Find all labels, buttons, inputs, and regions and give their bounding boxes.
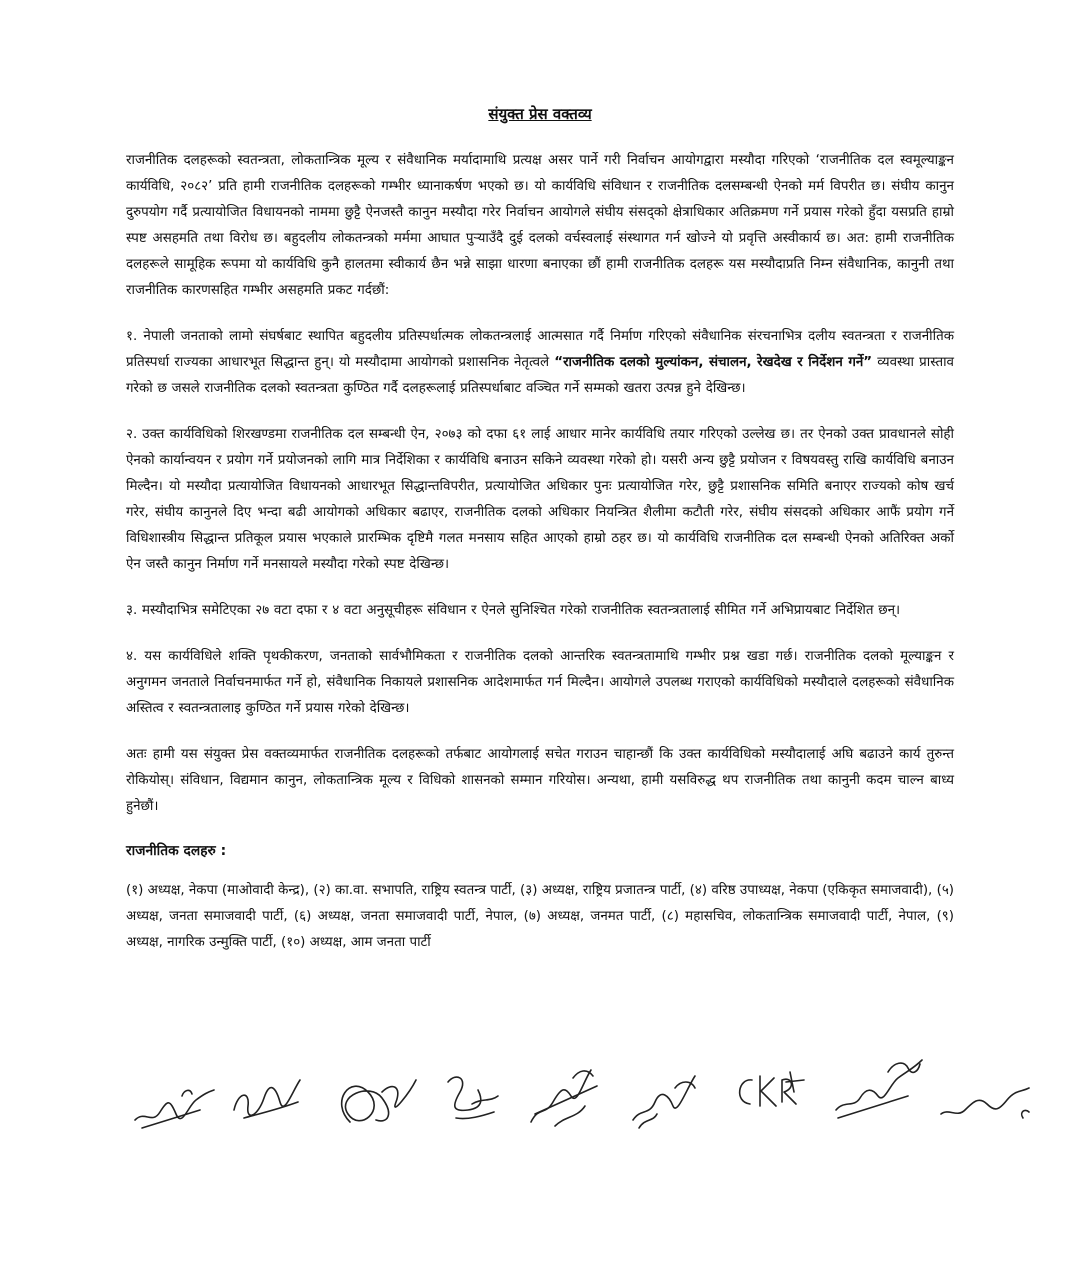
signature-3: [330, 1062, 420, 1142]
signature-1: [130, 1070, 220, 1140]
signature-7: [730, 1062, 810, 1122]
point-1-bold-quote: “राजनीतिक दलको मुल्यांकन, संचालन, रेखदेख र निर्देशन गर्ने”: [554, 355, 873, 370]
point-4-paragraph: ४. यस कार्यविधिले शक्ति पृथकीकरण, जनताको सार्वभौमिकता र राजनीतिक दलको आन्तरिक स्वतन्त्रतामाथि गम्भीर प्रश्न खडा गर्छ। राजनीतिक दलको मूल्याङ्कन र अनुगमन जनताले निर्वाचनमार्फत गर्ने हो, संवैधानिक निकायले प्रशासनिक आदेशमार्फत गर्न मिल्दैन। आयोगले उपलब्ध गराएको कार्यविधिको मस्यौदाले दलहरूको संवैधानिक अस्तित्व र स्वतन्त्रतालाइ कुण्ठित गर्ने प्रयास गरेको देखिन्छ।: [126, 649, 954, 716]
document-title: संयुक्त प्रेस वक्तव्य: [488, 105, 592, 123]
intro-paragraph: राजनीतिक दलहरूको स्वतन्त्रता, लोकतान्त्रिक मूल्य र संवैधानिक मर्यादामाथि प्रत्यक्ष असर पार्ने गरी निर्वाचन आयोगद्वारा मस्यौदा गरिएको ‘राजनीतिक दल स्वमूल्याङ्कन कार्यविधि, २०८२’ प्रति हामी राजनीतिक दलहरूको गम्भीर ध्यानाकर्षण भएको छ। यो कार्यविधि संविधान र राजनीतिक दलसम्बन्धी ऐनको मर्म विपरीत छ। संघीय कानुन दुरुपयोग गर्दै प्रत्यायोजित विधायनको नाममा छुट्टै ऐनजस्तै कानुन मस्यौदा गरेर निर्वाचन आयोगले संघीय संसद्‌को क्षेत्राधिकार अतिक्रमण गर्ने प्रयास गरेको हुँदा यसप्रति हाम्रो स्पष्ट असहमति तथा विरोध छ। बहुदलीय लोकतन्त्रको मर्ममा आघात पुऱ्याउँदै दुई दलको वर्चस्वलाई संस्थागत गर्न खोज्ने यो प्रवृत्ति अस्वीकार्य छ। अत: हामी राजनीतिक दलहरूले सामूहिक रूपमा यो कार्यविधि कुनै हालतमा स्वीकार्य छैन भन्ने साझा धारणा बनाएका छौं हामी राजनीतिक दलहरू यस मस्यौदाप्रति निम्न संवैधानिक, कानुनी तथा राजनीतिक कारणसहित गम्भीर असहमति प्रकट गर्दछौं:: [126, 153, 954, 298]
point-1-text-start: १. नेपाली जनताको लामो संघर्षबाट स्थापित बहुदलीय प्रतिस्पर्धात्मक लोकतन्त्रलाई आत्मसात गर्दै निर्माण गरिएको संवैधानिक संरचनाभित्र दलीय स्वतन्त्रता र राजनीतिक प्रतिस्पर्धा राज्यका आधारभूत सिद्धान्त हुन्। यो मस्यौदामा आयोगको प्रशासनिक नेतृत्वले: [126, 329, 954, 370]
signature-8: [828, 1048, 928, 1128]
conclusion-paragraph: अतः हामी यस संयुक्त प्रेस वक्तव्यमार्फत राजनीतिक दलहरूको तर्फबाट आयोगलाई सचेत गराउन चाहान्छौं कि उक्त कार्यविधिको मस्यौदालाई अघि बढाउने कार्य तुरुन्त रोकियोस्। संविधान, विद्यमान कानुन, लोकतान्त्रिक मूल्य र विधिको शासनको सम्मान गरियोस। अन्यथा, हामी यसविरुद्ध थप राजनीतिक तथा कानुनी कदम चाल्न बाध्य हुनेछौं।: [126, 747, 954, 814]
point-1-paragraph: [126, 324, 954, 402]
signature-4: [438, 1062, 508, 1132]
point-2-paragraph: २. उक्त कार्यविधिको शिरखण्डमा राजनीतिक दल सम्बन्धी ऐन, २०७३ को दफा ६१ लाई आधार मानेर कार्यविधि तयार गरिएको उल्लेख छ। तर ऐनको उक्त प्रावधानले सोही ऐनको कार्यान्वयन र प्रयोग गर्ने प्रयोजनको लागि मात्र निर्देशिका र कार्यविधि बनाउन सकिने व्यवस्था गरेको हो। यसरी अन्य छुट्टै प्रयोजन र विषयवस्तु राखि कार्यविधि बनाउन मिल्दैन। यो मस्यौदा प्रत्यायोजित विधायनको आधारभूत सिद्धान्तविपरीत, प्रत्यायोजित अधिकार पुनः प्रत्यायोजित गरेर, छुट्टै प्रशासनिक समिति बनाएर राज्यको कोष खर्च गरेर, संघीय कानुनले दिए भन्दा बढी आयोगको अधिकार बढाएर, राजनीतिक दलको अधिकार नियन्त्रित शैलीमा कटौती गरेर, संघीय संसदको अधिकार आफैं प्रयोग गर्ने विधिशास्त्रीय सिद्धान्त प्रतिकूल प्रयास भएकाले प्रारम्भिक दृष्टिमै गलत मनसाय सहित आएको हाम्रो ठहर छ। यो कार्यविधि राजनीतिक दल सम्बन्धी ऐनको अतिरिक्त अर्को ऐन जस्तै कानुन निर्माण गर्ने मनसायले मस्यौदा गरेको स्पष्ट देखिन्छ।: [126, 427, 954, 572]
signature-6: [625, 1058, 705, 1138]
signature-9: [935, 1070, 1035, 1140]
signatures-row: [120, 1048, 1040, 1168]
parties-list: (१) अध्यक्ष, नेकपा (माओवादी केन्द्र), (२) का.वा. सभापति, राष्ट्रिय स्वतन्त्र पार्टी, (३) अध्यक्ष, राष्ट्रिय प्रजातन्त्र पार्टी, (४) वरिष्ठ उपाध्यक्ष, नेकपा (एकिकृत समाजवादी), (५) अध्यक्ष, जनता समाजवादी पार्टी, (६) अध्यक्ष, जनता समाजवादी पार्टी, नेपाल, (७) अध्यक्ष, जनमत पार्टी, (८) महासचिव, लोकतान्त्रिक समाजवादी पार्टी, नेपाल, (९) अध्यक्ष, नागरिक उन्मुक्ति पार्टी, (१०) अध्यक्ष, आम जनता पार्टी: [126, 883, 954, 950]
point-1-text-end: व्यवस्था प्रास्ताव गरेको छ जसले राजनीतिक दलको स्वतन्त्रता कुण्ठित गर्दै दलहरूलाई प्रतिस्पर्धाबाट वञ्चित गर्ने सम्मको खतरा उत्पन्न हुने देखिन्छ।: [126, 355, 954, 396]
document-body: [126, 148, 954, 956]
signature-2: [228, 1062, 308, 1132]
point-3-paragraph: ३. मस्यौदाभित्र समेटिएका २७ वटा दफा र ४ वटा अनुसूचीहरू संविधान र ऐनले सुनिश्चित गरेको राजनीतिक स्वतन्त्रतालाई सीमित गर्ने अभिप्रायबाट निर्देशित छन्।: [126, 603, 901, 618]
parties-heading: राजनीतिक दलहरु :: [126, 843, 227, 859]
signature-5: [525, 1056, 605, 1136]
